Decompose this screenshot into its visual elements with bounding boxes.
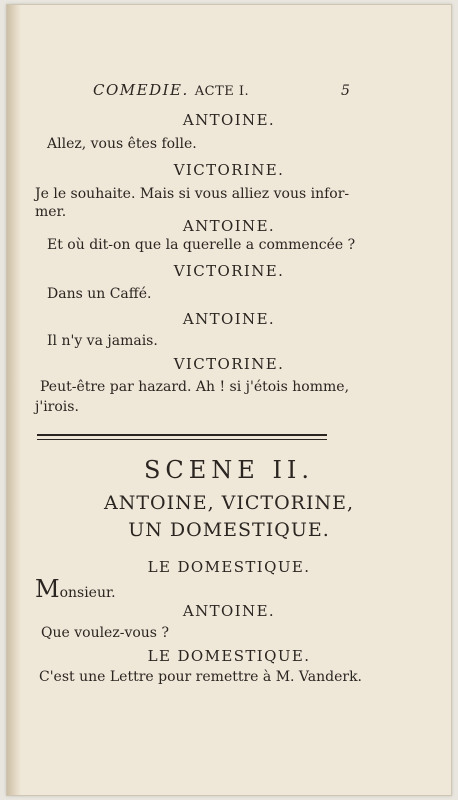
- act-label: ACTE I.: [194, 84, 250, 99]
- speaker-name: ANTOINE.: [182, 602, 276, 620]
- dialogue-line: Peut-être par hazard. Ah ! si j'étois homme,: [40, 379, 350, 395]
- scene-title: SCENE II.: [143, 456, 315, 484]
- scene-cast-line: UN DOMESTIQUE.: [128, 519, 330, 541]
- scene-divider-thick: [37, 434, 327, 436]
- dialogue-line: j'irois.: [35, 399, 79, 415]
- dialogue-line: Et où dit-on que la querelle a commencée ?: [47, 237, 356, 253]
- dialogue-line: Dans un Caffé.: [47, 286, 152, 302]
- book-page: [6, 4, 452, 796]
- dialogue-line: Monsieur.: [35, 575, 116, 603]
- speaker-name: VICTORINE.: [173, 355, 285, 373]
- dialogue-line: Je le souhaite. Mais si vous alliez vous infor-: [35, 186, 350, 202]
- dialogue-line: C'est une Lettre pour remettre à M. Vanderk.: [39, 669, 362, 685]
- scene-divider-thin: [37, 439, 327, 440]
- speaker-name: ANTOINE.: [182, 111, 276, 129]
- dialogue-line: Allez, vous êtes folle.: [47, 136, 197, 152]
- running-title: COMEDIE. ACTE I.: [93, 81, 250, 99]
- dialogue-line: mer.: [35, 204, 67, 220]
- page-number: 5: [341, 83, 350, 99]
- drop-cap: M: [35, 575, 60, 603]
- scene-cast-line: ANTOINE, VICTORINE,: [103, 492, 355, 514]
- speaker-name: VICTORINE.: [173, 161, 285, 179]
- dialogue-line: Il n'y va jamais.: [47, 333, 158, 349]
- dialogue-line: Que voulez-vous ?: [41, 625, 169, 641]
- speaker-name: ANTOINE.: [182, 217, 276, 235]
- speaker-name: ANTOINE.: [182, 310, 276, 328]
- speaker-name: LE DOMESTIQUE.: [147, 647, 311, 665]
- speaker-name: VICTORINE.: [173, 262, 285, 280]
- speaker-name: LE DOMESTIQUE.: [147, 558, 311, 576]
